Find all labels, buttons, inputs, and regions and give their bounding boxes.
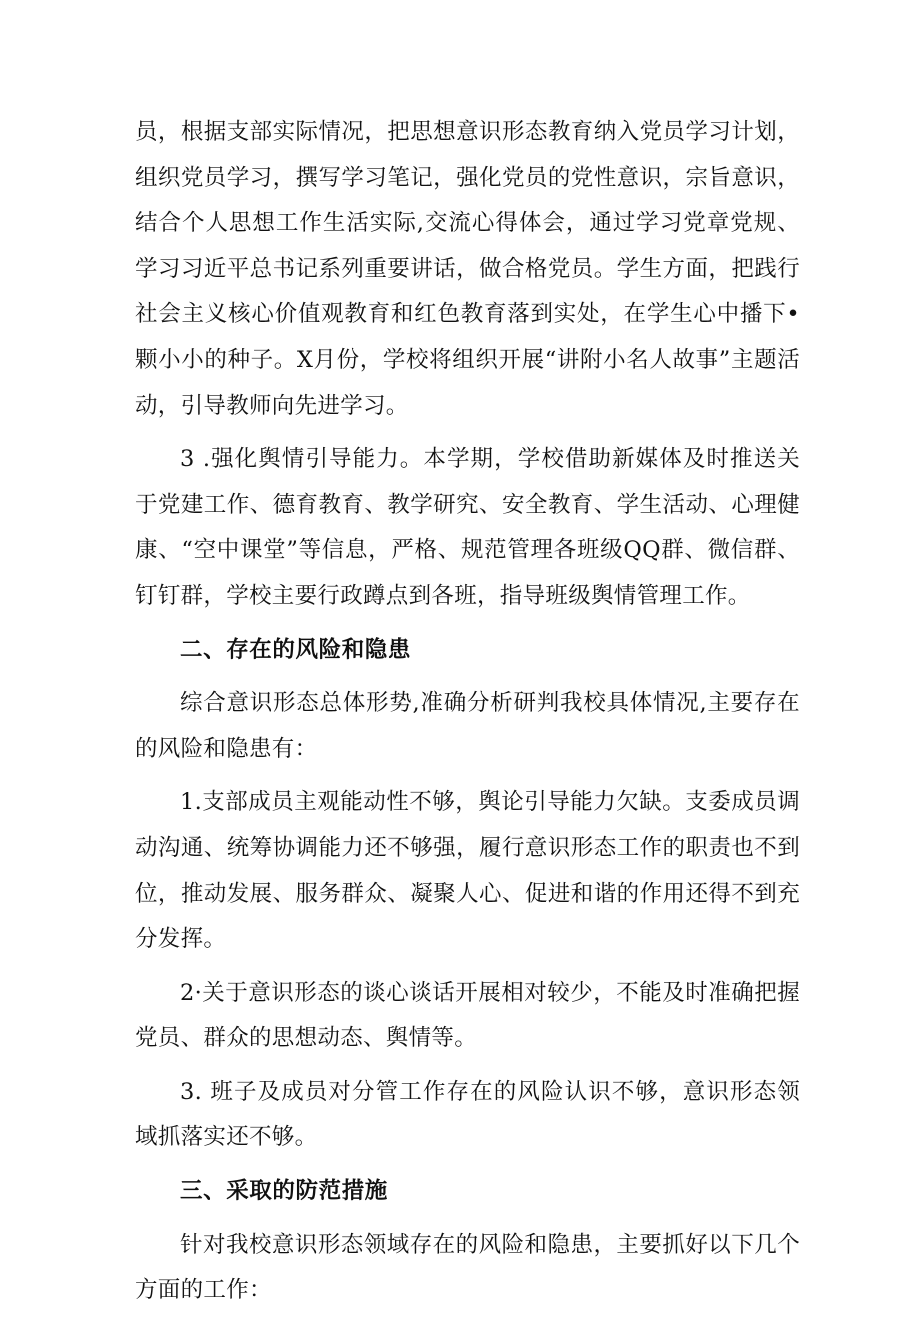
paragraph-risk-1: 1.支部成员主观能动性不够，舆论引导能力欠缺。支委成员调动沟通、统筹协调能力还不够强，履行意识形态工作的职责也不到位，推动发展、服务群众、凝聚人心、促进和谐的作用还得不到充分发挥。 <box>135 789 800 953</box>
paragraph-continuation: 员，根据支部实际情况，把思想意识形态教育纳入党员学习计划，组织党员学习，撰写学习笔记，强化党员的党性意识，宗旨意识，结合个人思想工作生活实际,交流心得体会，通过学习党章党规、学习习近平总书记系列重要讲话，做合格党员。学生方面，把践行社会主义核心价值观教育和红色教育落到实处，在学生心中播下•颗小小的种子。X月份，学校将组织开展“讲附小名人故事”主题活动，引导教师向先进学习。 <box>135 119 800 419</box>
paragraph-public-opinion: 3 .强化舆情引导能力。本学期，学校借助新媒体及时推送关于党建工作、德育教育、教学研究、安全教育、学生活动、心理健康、“空中课堂”等信息，严格、规范管理各班级QQ群、微信群、钉钉群，学校主要行政蹲点到各班，指导班级舆情管理工作。 <box>135 446 800 609</box>
paragraph-risk-2: 2·关于意识形态的谈心谈话开展相对较少，不能及时准确把握党员、群众的思想动态、舆情等。 <box>135 979 800 1052</box>
paragraph-risk-intro: 综合意识形态总体形势,准确分析研判我校具体情况,主要存在的风险和隐患有： <box>135 690 800 762</box>
section-heading-measures: 三、采取的防范措施 <box>180 1178 388 1205</box>
paragraph-risk-3: 3. 班子及成员对分管工作存在的风险认识不够，意识形态领域抓落实还不够。 <box>135 1078 800 1151</box>
section-heading-risks: 二、存在的风险和隐患 <box>180 636 412 663</box>
document-body <box>135 110 800 1322</box>
paragraph-measures-intro: 针对我校意识形态领域存在的风险和隐患，主要抓好以下几个方面的工作： <box>135 1231 800 1304</box>
